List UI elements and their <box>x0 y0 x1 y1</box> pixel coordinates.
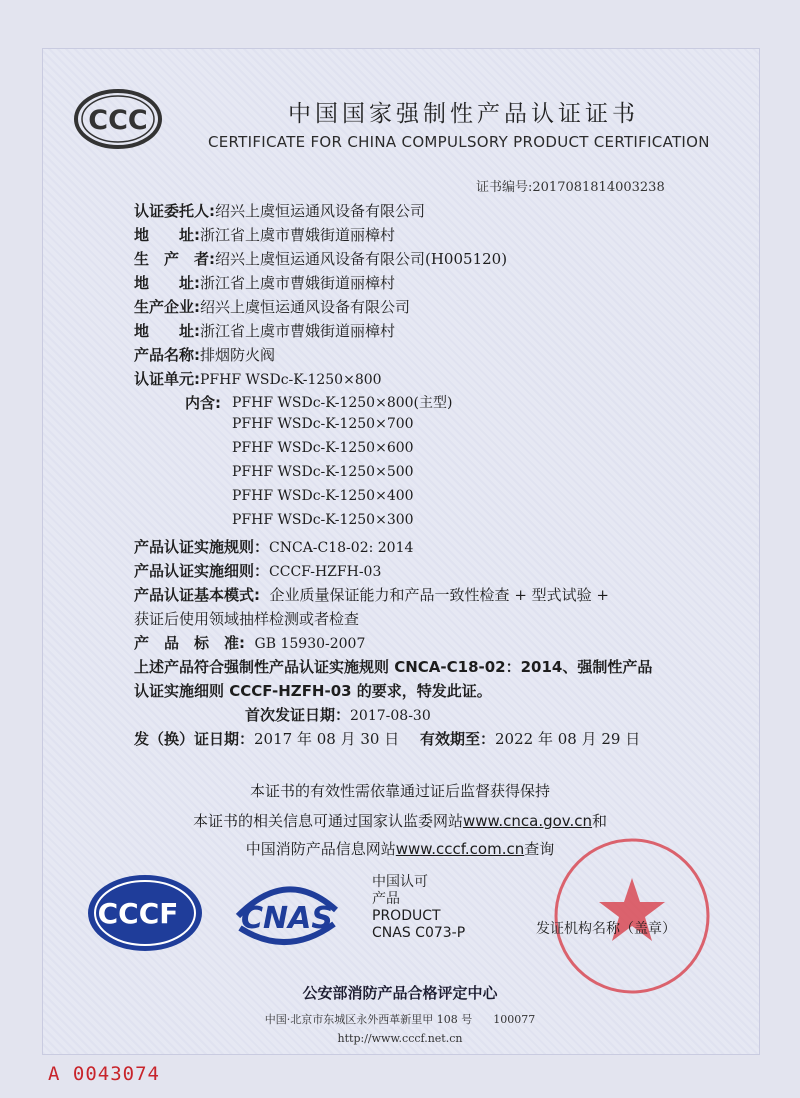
serial-value: 0043074 <box>72 1063 160 1085</box>
cnas-text-line: 中国认可 <box>372 874 428 890</box>
field-row <box>134 248 507 269</box>
certificate-number <box>476 176 665 195</box>
cnca-link[interactable]: www.cnca.gov.cn <box>462 812 593 830</box>
cnas-text-line: CNAS C073-P <box>372 925 466 941</box>
notice-line-3-end: 查询 <box>524 840 555 858</box>
notice-line-3-text: 中国消防产品信息网站 <box>245 840 396 858</box>
serial-prefix: A <box>48 1063 61 1085</box>
issue-date-value: 2017 年 08 月 30 日 <box>254 730 400 748</box>
mode-value-continued: 获证后使用领域抽样检测或者检查 <box>134 610 360 628</box>
statement-line-2: 认证实施细则 CCCF-HZFH-03 的要求，特发此证。 <box>134 682 492 700</box>
contents-item: PFHF WSDc-K-1250×700 <box>232 416 414 432</box>
field-value: 浙江省上虞市曹娥街道丽樟村 <box>200 274 396 292</box>
serial-number <box>48 1063 160 1085</box>
contents-item: PFHF WSDc-K-1250×400 <box>232 488 414 504</box>
expiry-date <box>420 728 640 749</box>
field-value: PFHF WSDc-K-1250×800 <box>200 372 382 388</box>
field-row <box>134 272 395 293</box>
rule-label: 产品认证实施规则： <box>134 538 270 556</box>
seal-label: 发证机构名称（盖章） <box>536 921 676 937</box>
field-value: 排烟防火阀 <box>200 346 276 364</box>
field-label: 生 产 者: <box>134 250 215 268</box>
ccc-logo-icon <box>73 88 163 150</box>
issue-date-label: 发（换）证日期： <box>134 730 255 748</box>
detail-rule-value: CCCF-HZFH-03 <box>269 564 382 580</box>
rule-row <box>134 536 413 557</box>
first-issue-label: 首次发证日期： <box>245 706 351 724</box>
standard-value: GB 15930-2007 <box>254 636 366 652</box>
certificate-number-label: 证书编号: <box>476 180 533 195</box>
notice-line-2-end: 和 <box>592 812 608 830</box>
issuer-name: 公安部消防产品合格评定中心 <box>302 984 498 1002</box>
contents-item: PFHF WSDc-K-1250×600 <box>232 440 414 456</box>
notice-line-1: 本证书的有效性需依靠通过证后监督获得保持 <box>249 782 550 800</box>
contents-item: PFHF WSDc-K-1250×300 <box>232 512 414 528</box>
issue-date <box>134 728 399 749</box>
mode-value: 企业质量保证能力和产品一致性检查 + 型式试验 + <box>269 586 609 604</box>
field-row <box>134 200 425 221</box>
cccf-logo-text: CCCF <box>97 897 179 930</box>
field-label: 地 址: <box>134 226 200 244</box>
cnas-text-line: 产品 <box>372 891 400 907</box>
field-label: 认证委托人: <box>134 202 215 220</box>
field-row <box>134 296 410 317</box>
certificate-number-value: 2017081814003238 <box>532 180 665 195</box>
title-cn: 中国国家强制性产品认证证书 <box>288 101 639 127</box>
field-value: 绍兴上虞恒运通风设备有限公司 <box>215 202 426 220</box>
title-en: CERTIFICATE FOR CHINA COMPULSORY PRODUCT CERTIFICATION <box>208 133 710 151</box>
first-issue-value: 2017-08-30 <box>350 708 431 724</box>
field-value: 绍兴上虞恒运通风设备有限公司 <box>200 298 411 316</box>
field-label: 产品名称: <box>134 346 200 364</box>
field-row <box>134 320 395 341</box>
postcode: 100077 <box>493 1013 536 1026</box>
expiry-date-value: 2022 年 08 月 29 日 <box>495 730 641 748</box>
issuer-address <box>0 1011 800 1027</box>
field-value: 浙江省上虞市曹娥街道丽樟村 <box>200 226 396 244</box>
mode-row <box>134 584 609 605</box>
field-label: 地 址: <box>134 322 200 340</box>
cnas-text-line: PRODUCT <box>372 908 441 924</box>
field-label: 生产企业: <box>134 298 200 316</box>
field-label: 认证单元: <box>134 370 200 388</box>
issuer-website[interactable]: http://www.cccf.net.cn <box>337 1032 463 1045</box>
detail-rule-label: 产品认证实施细则： <box>134 562 270 580</box>
address-text: 中国·北京市东城区永外西革新里甲 108 号 <box>264 1013 473 1026</box>
standard-row <box>134 632 365 653</box>
official-seal-icon <box>552 836 712 996</box>
field-value: 绍兴上虞恒运通风设备有限公司(H005120) <box>215 250 508 268</box>
expiry-date-label: 有效期至： <box>420 730 496 748</box>
notice-line-2-text: 本证书的相关信息可通过国家认监委网站 <box>192 812 463 830</box>
cnas-logo-icon <box>228 866 346 958</box>
standard-label: 产 品 标 准: <box>134 634 245 652</box>
rule-value: CNCA-C18-02: 2014 <box>269 540 414 556</box>
field-label: 地 址: <box>134 274 200 292</box>
statement-line-1: 上述产品符合强制性产品认证实施规则 CNCA-C18-02：2014、强制性产品 <box>134 658 653 676</box>
ccc-logo-text: CCC <box>88 105 148 136</box>
field-row <box>134 344 275 365</box>
contents-label: 内含: <box>185 394 221 412</box>
field-row <box>134 368 382 389</box>
field-value: 浙江省上虞市曹娥街道丽樟村 <box>200 322 396 340</box>
detail-rule-row <box>134 560 381 581</box>
mode-label: 产品认证基本模式: <box>134 586 260 604</box>
cccf-logo-icon <box>86 873 204 953</box>
cccf-link[interactable]: www.cccf.com.cn <box>395 840 525 858</box>
first-issue-date <box>245 704 431 725</box>
contents-item: PFHF WSDc-K-1250×800(主型) <box>232 395 453 411</box>
notice-line-2 <box>0 810 800 831</box>
cnas-product-text <box>372 874 465 942</box>
contents-item: PFHF WSDc-K-1250×500 <box>232 464 414 480</box>
field-row <box>134 224 395 245</box>
cnas-logo-text: CNAS <box>241 901 333 936</box>
